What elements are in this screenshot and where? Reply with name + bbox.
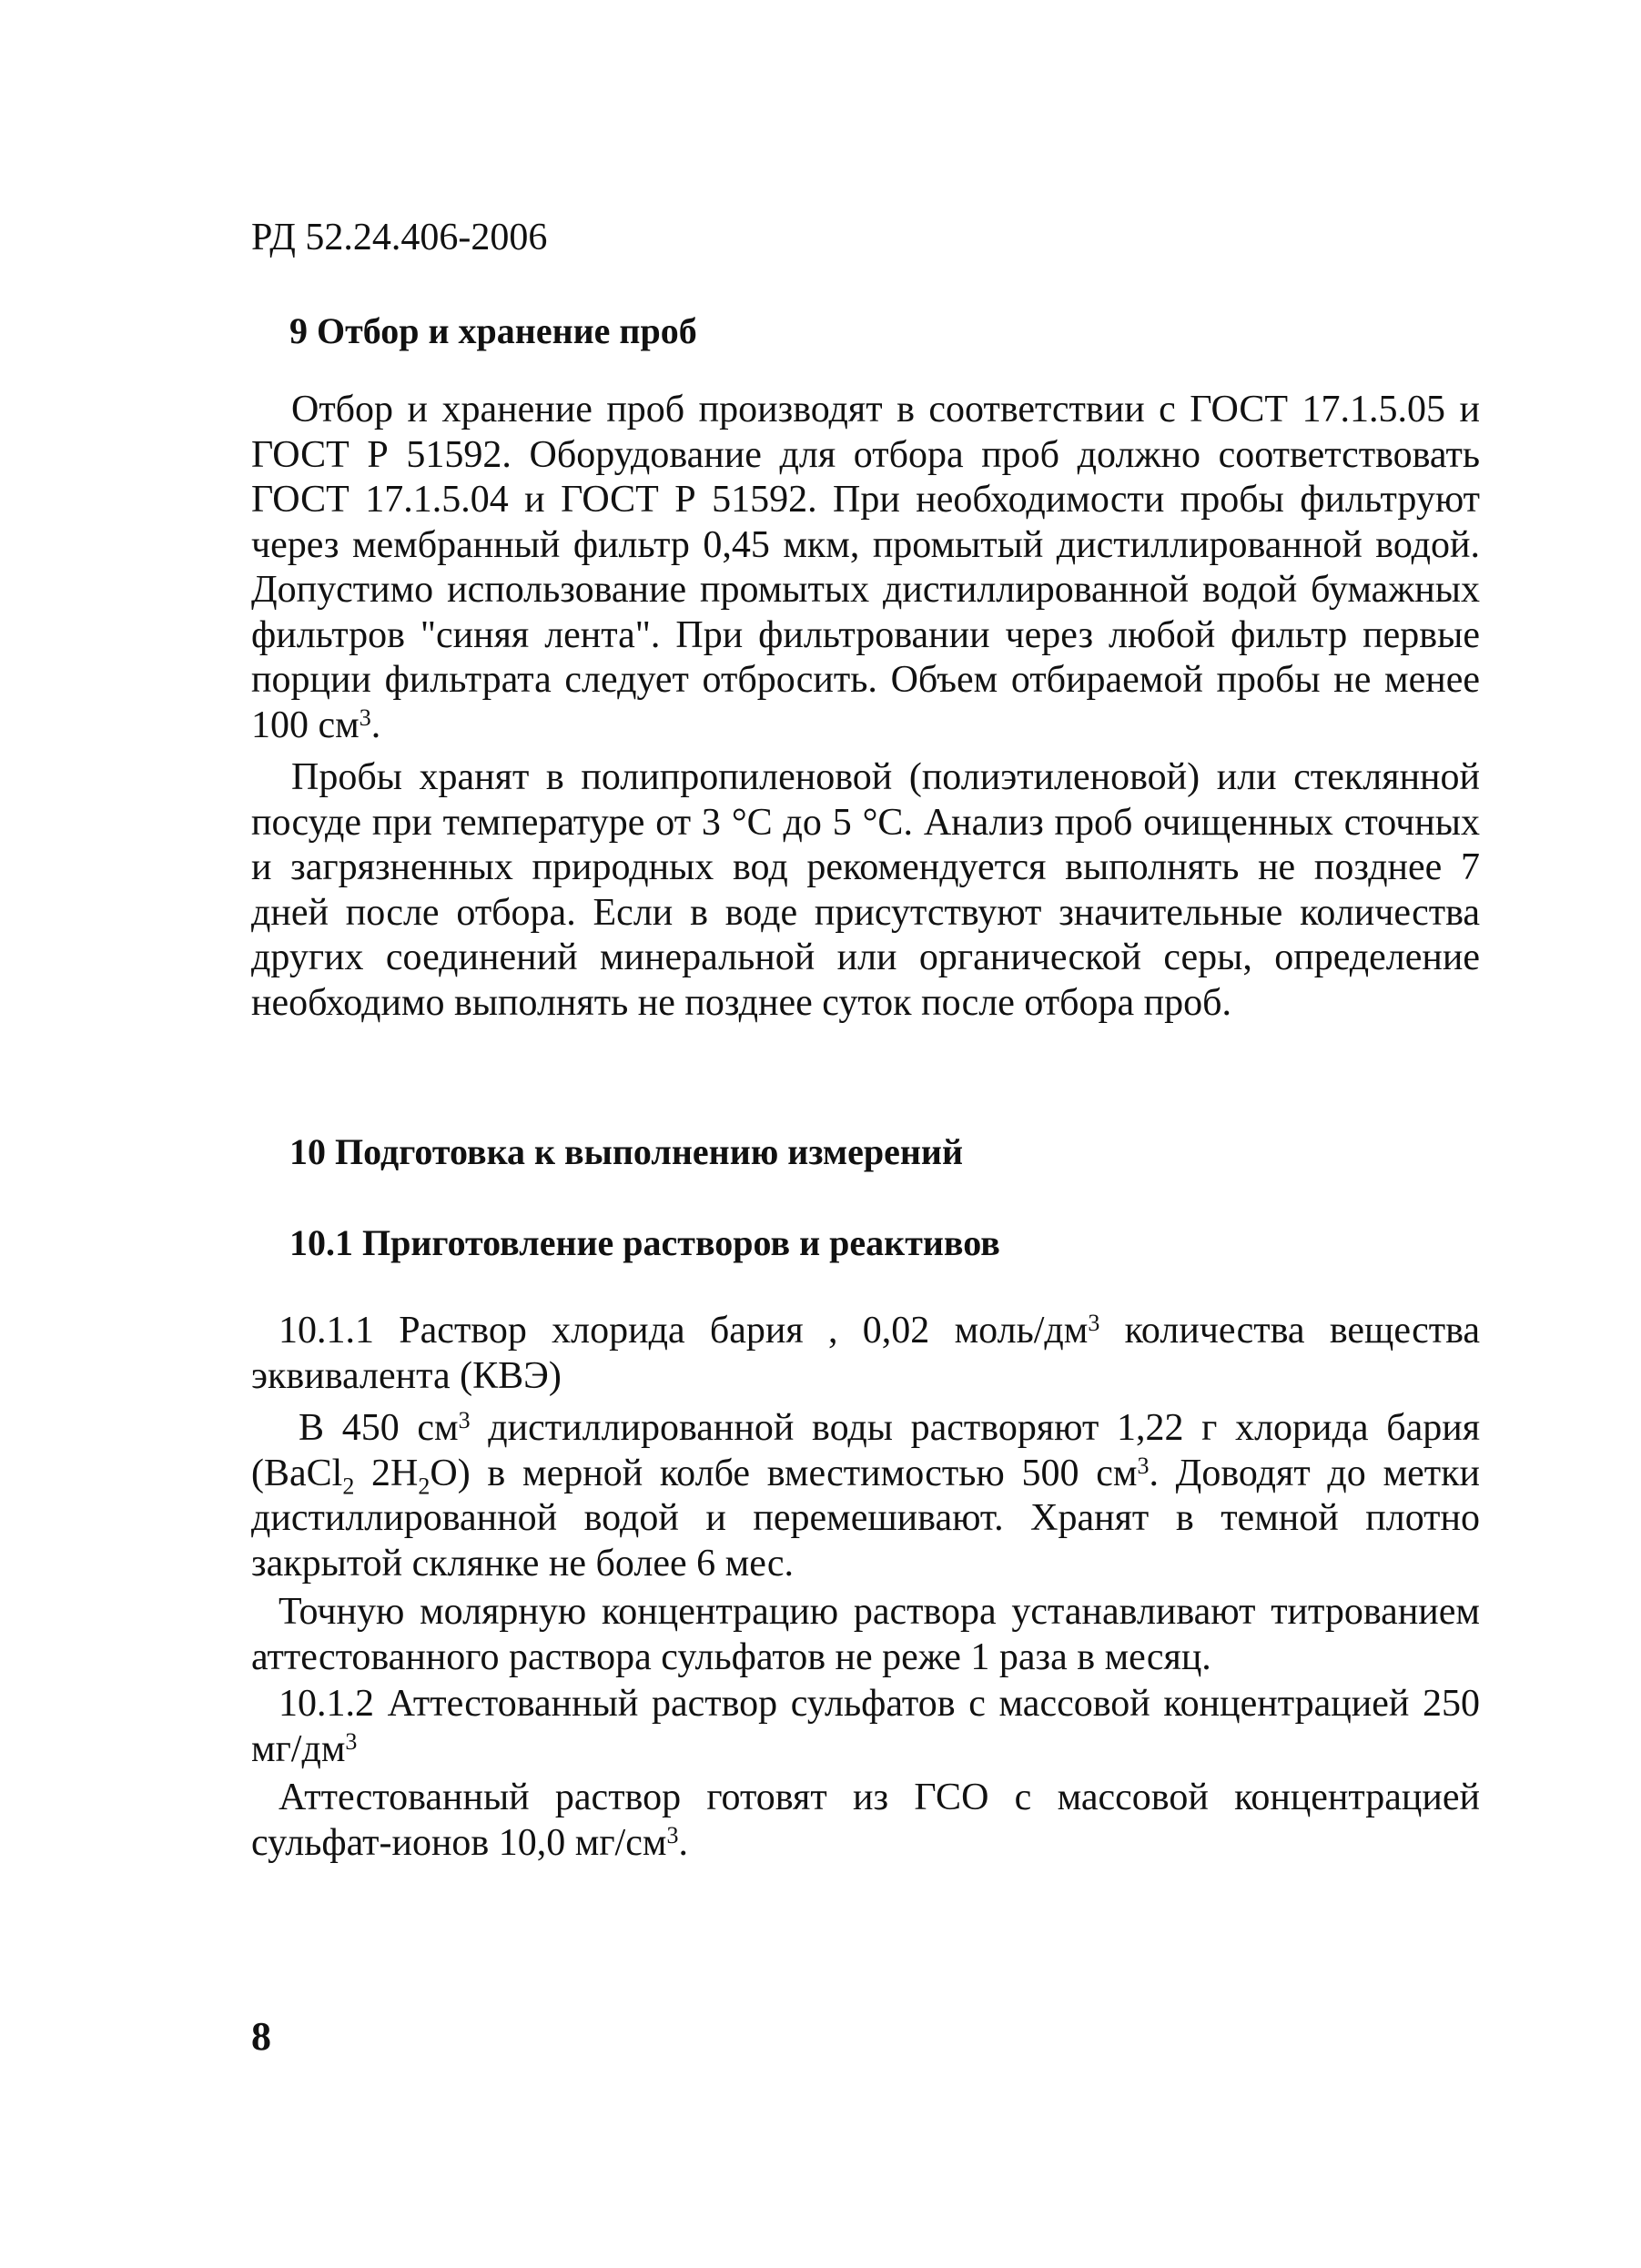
text-part: 2H — [354, 1452, 419, 1494]
item-10-1-2-lead: 10.1.2 Аттестованный раствор сульфатов с массовой концентрацией 250 мг/дм — [251, 1683, 1480, 1770]
section-9-paragraph-1 — [251, 388, 1480, 748]
superscript: 3 — [1088, 1310, 1100, 1336]
item-10-1-1-title — [251, 1309, 1480, 1399]
text-part: O) в мерной колбе вместимостью 500 см — [430, 1452, 1138, 1494]
section-9-paragraph-1-text: Отбор и хранение проб производят в соответствии с ГОСТ 17.1.5.05 и ГОСТ Р 51592. Оборудование для отбора проб должно соответствовать ГОСТ 17.1.5.04 и ГОСТ Р 51592. При необходимости пробы фильтруют через мембранный фильтр 0,45 мкм, промытый дистиллированной водой. Допустимо использование промытых дистиллированной водой бумажных фильтров "синяя лента". При фильтровании через любой фильтр первые порции фильтрата следует отбросить. Объем отбираемой пробы не менее 100 см — [251, 389, 1480, 746]
item-10-1-1-tail: количества вещества эквивалента (КВЭ) — [251, 1310, 1480, 1397]
superscript: 3 — [666, 1821, 679, 1848]
item-10-1-1-body — [251, 1406, 1480, 1586]
section-9-body — [251, 388, 1480, 1026]
item-10-1-1-lead: 10.1.1 Раствор хлорида бария , 0,02 моль/дм — [279, 1310, 1089, 1352]
section-9-paragraph-2: Пробы хранят в полипропиленовой (полиэтиленовой) или стеклянной посуде при температуре от 3 °С до 5 °С. Анализ проб очищенных сточных и загрязненных природных вод рекомендуется выполнять не позднее 7 дней после отбора. Если в воде присутствуют значительные количества других соединений минеральной или органической серы, определение необходимо выполнять не позднее суток после отбора проб. — [251, 756, 1480, 1024]
section-10-heading: 10 Подготовка к выполнению измерений — [289, 1131, 963, 1172]
document-code: РД 52.24.406-2006 — [251, 217, 548, 258]
subscript: 2 — [342, 1472, 355, 1499]
period: . — [370, 704, 381, 746]
superscript: 3 — [458, 1407, 471, 1433]
item-10-1-2-title — [251, 1682, 1480, 1772]
superscript: 3 — [345, 1727, 358, 1755]
text-part: дистиллированной воды растворяют 1,22 г хлорида бария (BaCl — [251, 1407, 1481, 1494]
subscript: 2 — [418, 1472, 431, 1499]
period: . — [678, 1821, 688, 1864]
item-10-1-1-note: Точную молярную концентрацию раствора устанавливают титрованием аттестованного раствора сульфатов не реже 1 раза в месяц. — [251, 1591, 1480, 1678]
section-9-heading: 9 Отбор и хранение проб — [289, 310, 697, 351]
text-part: В 450 см — [299, 1407, 459, 1449]
subsection-10-1-heading: 10.1 Приготовление растворов и реактивов — [289, 1222, 1000, 1263]
superscript: 3 — [359, 704, 371, 731]
text-part: . Доводят до метки дистиллированной водой и перемешивают. Хранят в темной плотно закрытой склянке не более 6 мес. — [251, 1452, 1480, 1585]
section-10-body — [251, 1309, 1480, 1866]
item-10-1-2-body — [251, 1776, 1480, 1866]
page-number: 8 — [251, 2014, 271, 2059]
superscript: 3 — [1137, 1452, 1150, 1479]
text-part: Аттестованный раствор готовят из ГСО с массовой концентрацией сульфат-ионов 10,0 мг/см — [251, 1777, 1480, 1864]
